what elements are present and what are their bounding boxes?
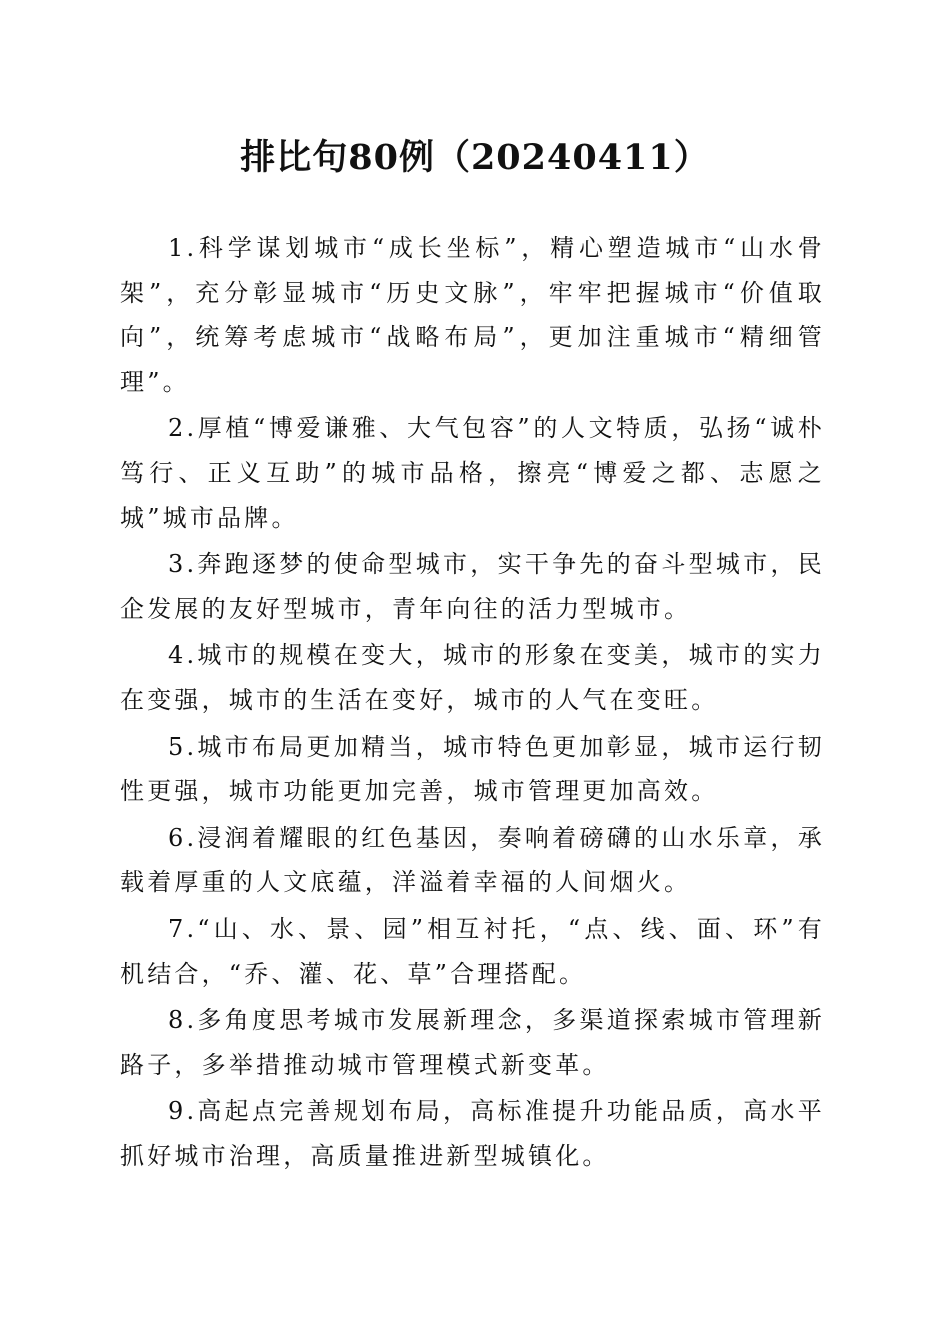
paragraph-6: 6.浸润着耀眼的红色基因，奏响着磅礴的山水乐章，承载着厚重的人文底蕴，洋溢着幸福的人间烟火。 [120,823,825,897]
paragraph-4: 4.城市的规模在变大，城市的形象在变美，城市的实力在变强，城市的生活在变好，城市的人气在变旺。 [120,641,825,714]
paragraph-7: 7.“山、水、景、园”相互衬托，“点、线、面、环”有机结合，“乔、灌、花、草”合理搭配。 [120,914,825,988]
paragraph-5: 5.城市布局更加精当，城市特色更加彰显，城市运行韧性更强，城市功能更加完善，城市管理更加高效。 [120,732,825,806]
paragraph-8: 8.多角度思考城市发展新理念，多渠道探索城市管理新路子，多举措推动城市管理模式新变革。 [120,1006,825,1079]
paragraph-2: 2.厚植“博爱谦雅、大气包容”的人文特质，弘扬“诚朴笃行、正义互助”的城市品格，擦亮“博爱之都、志愿之城”城市品牌。 [120,414,825,532]
document-title: 排比句80例（20240411） [240,137,710,178]
paragraph-9: 9.高起点完善规划布局，高标准提升功能品质，高水平抓好城市治理，高质量推进新型城镇化。 [120,1097,825,1170]
paragraph-1: 1.科学谋划城市“成长坐标”，精心塑造城市“山水骨架”，充分彰显城市“历史文脉”，牢牢把握城市“价值取向”，统筹考虑城市“战略布局”，更加注重城市“精细管理”。 [120,234,825,396]
paragraph-3: 3.奔跑逐梦的使命型城市，实干争先的奋斗型城市，民企发展的友好型城市，青年向往的活力型城市。 [120,550,825,623]
document-body [120,226,825,1180]
